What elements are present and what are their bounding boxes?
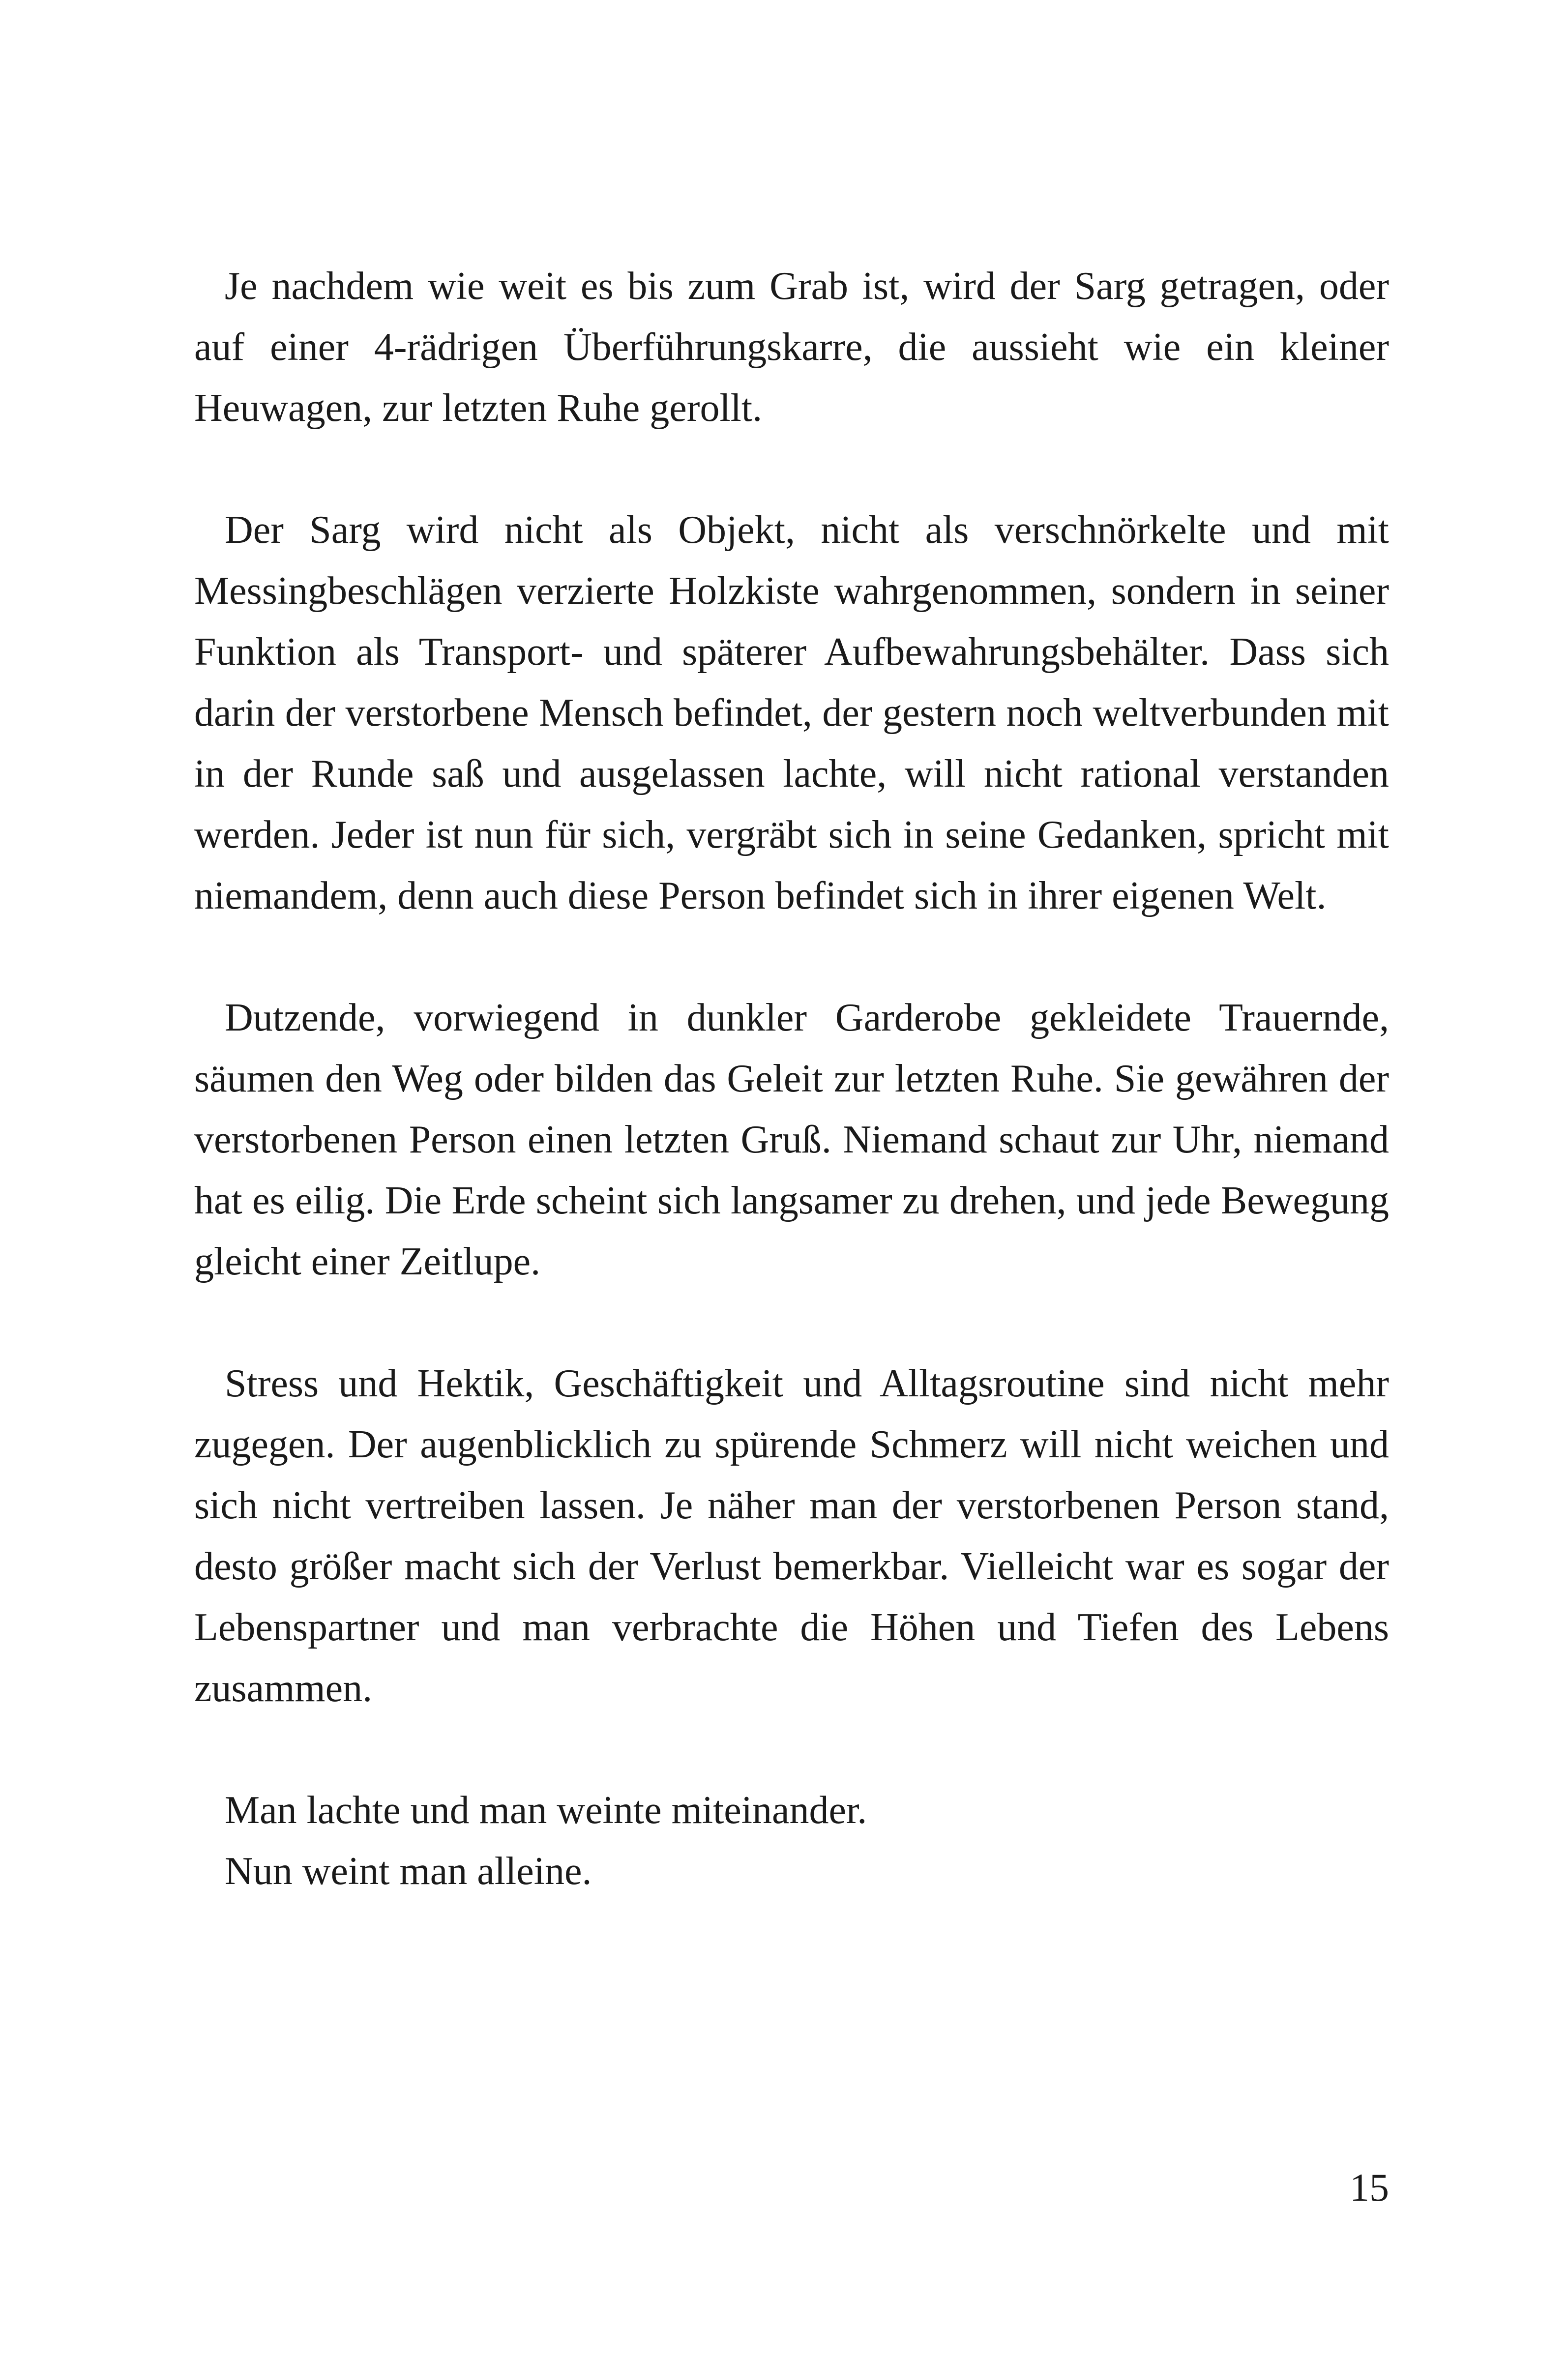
page-number: 15 xyxy=(1350,2166,1389,2210)
paragraph-1: Je nachdem wie weit es bis zum Grab ist, wird der Sarg getragen, oder auf einer 4-rädrigen Überführungskarre, die aussieht wie ein kleiner Heuwagen, zur letzten Ruhe gerollt. xyxy=(194,265,1389,430)
paragraph-2: Der Sarg wird nicht als Objekt, nicht als verschnörkelte und mit Messingbeschlägen verzierte Holzkiste wahrgenommen, sondern in seiner Funktion als Transport- und späterer Aufbewahrungsbehälter. Dass sich darin der verstorbene Mensch befindet, der gestern noch weltverbunden mit in der Runde saß und ausgelassen lachte, will nicht rational verstanden werden. Jeder ist nun für sich, vergräbt sich in seine Gedanken, spricht mit niemandem, denn auch diese Person befindet sich in ihrer eigenen Welt. xyxy=(194,508,1389,917)
closing-line-2: Nun weint man alleine. xyxy=(225,1850,592,1893)
closing-line-1: Man lachte und man weinte miteinander. xyxy=(225,1789,867,1832)
body-text xyxy=(194,256,1389,1902)
closing-lines xyxy=(194,1780,1389,1902)
paragraph-3: Dutzende, vorwiegend in dunkler Garderobe gekleidete Trauernde, säumen den Weg oder bilden das Geleit zur letzten Ruhe. Sie gewähren der verstorbenen Person einen letzten Gruß. Niemand schaut zur Uhr, niemand hat es eilig. Die Erde scheint sich langsamer zu drehen, und jede Bewegung gleicht einer Zeitlupe. xyxy=(194,996,1389,1283)
paragraph-4: Stress und Hektik, Geschäftigkeit und Alltagsroutine sind nicht mehr zugegen. Der augenblicklich zu spürende Schmerz will nicht weichen und sich nicht vertreiben lassen. Je näher man der verstorbenen Person stand, desto größer macht sich der Verlust bemerkbar. Vielleicht war es sogar der Lebenspartner und man verbrachte die Höhen und Tiefen des Lebens zusammen. xyxy=(194,1362,1389,1710)
